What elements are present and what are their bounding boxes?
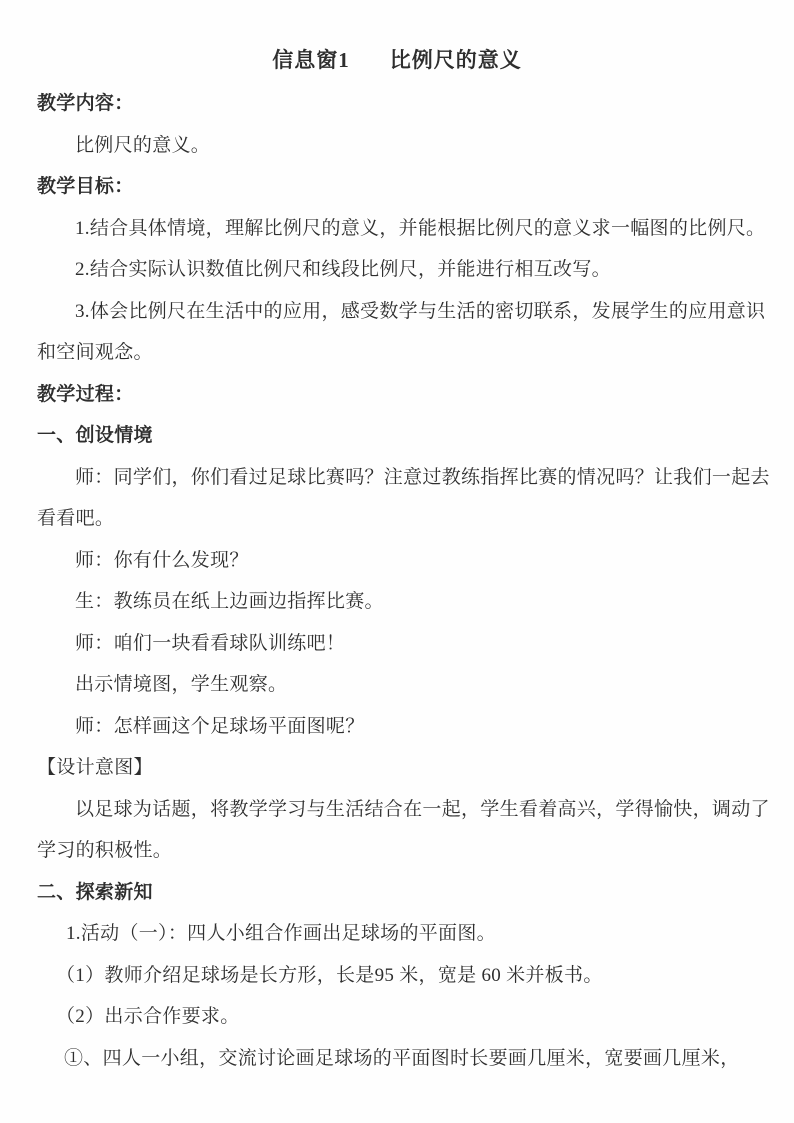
paragraph-line: 看看吧。: [37, 508, 115, 529]
paragraph-line: 师：同学们，你们看过足球比赛吗？注意过教练指挥比赛的情况吗？让我们一起去: [75, 466, 770, 488]
section-heading-part-two: 二、探索新知: [37, 881, 153, 903]
design-intent-label: 【设计意图】: [37, 757, 153, 778]
paragraph-line: 比例尺的意义。: [75, 134, 211, 156]
paragraph-line: （1）教师介绍足球场是长方形，长是95 米，宽是 60 米并板书。: [56, 964, 603, 986]
paragraph-line: ①、四人一小组，交流讨论画足球场的平面图时长要画几厘米，宽要画几厘米，: [64, 1047, 740, 1069]
paragraph-line: 3.体会比例尺在生活中的应用，感受数学与生活的密切联系，发展学生的应用意识: [75, 300, 766, 322]
section-heading-teaching-content: 教学内容：: [37, 93, 134, 114]
paragraph-line: 生：教练员在纸上边画边指挥比赛。: [75, 591, 384, 612]
paragraph-line: 以足球为话题，将教学学习与生活结合在一起，学生看着高兴，学得愉快，调动了: [75, 798, 770, 820]
document-title: [37, 37, 757, 83]
paragraph-line: 1.结合具体情境，理解比例尺的意义，并能根据比例尺的意义求一幅图的比例尺。: [75, 217, 766, 239]
paragraph-line: 师：怎样画这个足球场平面图呢？: [75, 715, 365, 737]
paragraph-line: 1.活动（一）：四人小组合作画出足球场的平面图。: [66, 923, 496, 944]
section-heading-teaching-goals: 教学目标：: [37, 176, 134, 197]
paragraph-line: 学习的积极性。: [37, 840, 173, 861]
paragraph-line: 和空间观念。: [37, 342, 153, 363]
section-heading-teaching-process: 教学过程：: [37, 383, 134, 405]
paragraph-line: 师：咱们一块看看球队训练吧！: [75, 632, 346, 654]
document-title-part1: 信息窗1: [272, 48, 350, 72]
paragraph-line: 出示情境图，学生观察。: [75, 674, 288, 695]
paragraph-line: （2）出示合作要求。: [56, 1006, 240, 1027]
section-heading-part-one: 一、创设情境: [37, 425, 153, 446]
document-title-part2: 比例尺的意义: [389, 48, 522, 72]
paragraph-line: 2.结合实际认识数值比例尺和线段比例尺，并能进行相互改写。: [75, 259, 611, 280]
paragraph-line: 师：你有什么发现？: [75, 549, 249, 571]
